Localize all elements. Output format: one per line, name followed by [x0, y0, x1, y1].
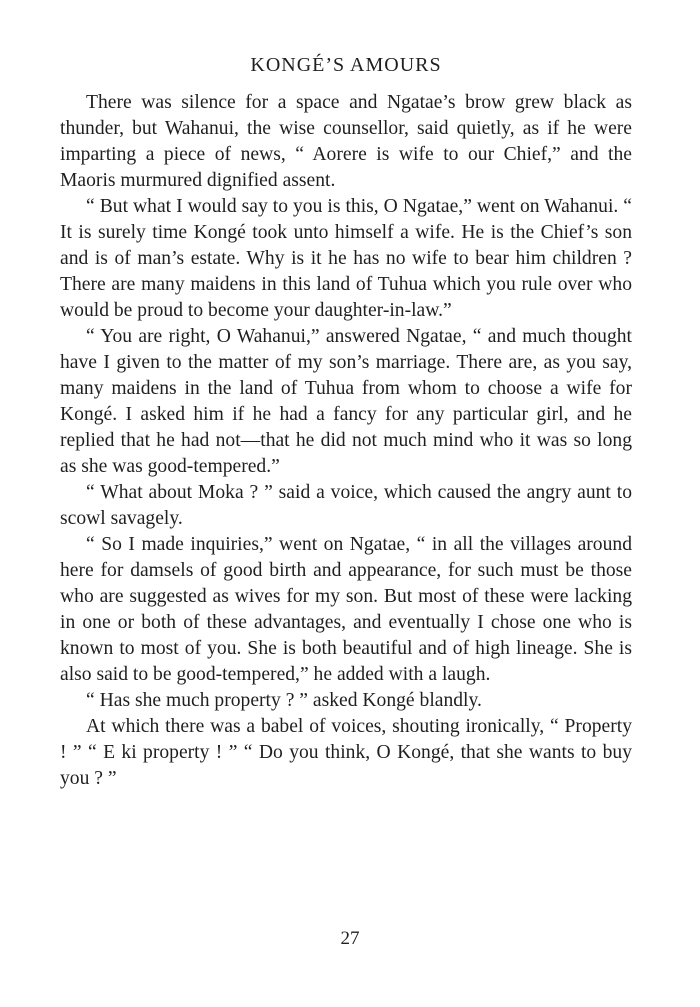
paragraph: “ What about Moka ? ” said a voice, which caused the angry aunt to scowl savagely.	[60, 482, 632, 529]
paragraph: “ Has she much property ? ” asked Kongé blandly.	[86, 690, 482, 711]
running-head: KONGÉ’S AMOURS	[250, 54, 442, 76]
paragraph: At which there was a babel of voices, shouting ironically, “ Property ! ” “ E ki property ! ” “ Do you think, O Kongé, that she wants to buy you ? ”	[60, 716, 632, 789]
book-page	[60, 52, 632, 792]
paragraph: “ So I made inquiries,” went on Ngatae, “ in all the villages around here for damsels of good birth and appearance, for such must be those who are suggested as wives for my son. But most of these were lacking in one or both of these advantages, and eventually I chose one who is known to most of you. She is both beautiful and of high lineage. She is also said to be good-tempered,” he added with a laugh.	[60, 534, 632, 685]
page-number: 27	[340, 928, 360, 949]
paragraph: “ But what I would say to you is this, O Ngatae,” went on Wahanui. “ It is surely time Kongé took unto himself a wife. He is the Chief’s son and is of man’s estate. Why is it he has no wife to bear him children ? There are many maidens in this land of Tuhua which you rule over who would be proud to become your daughter-in-law.”	[60, 196, 632, 321]
paragraph: There was silence for a space and Ngatae’s brow grew black as thunder, but Wahanui, the wise counsellor, said quietly, as if he were imparting a piece of news, “ Aorere is wife to our Chief,” and the Maoris murmured dignified assent.	[60, 92, 632, 191]
paragraph: “ You are right, O Wahanui,” answered Ngatae, “ and much thought have I given to the matter of my son’s marriage. There are, as you say, many maidens in the land of Tuhua from whom to choose a wife for Kongé. I asked him if he had a fancy for any particular girl, and he replied that he had not—that he did not much mind who it was so long as she was good-tempered.”	[60, 326, 632, 477]
